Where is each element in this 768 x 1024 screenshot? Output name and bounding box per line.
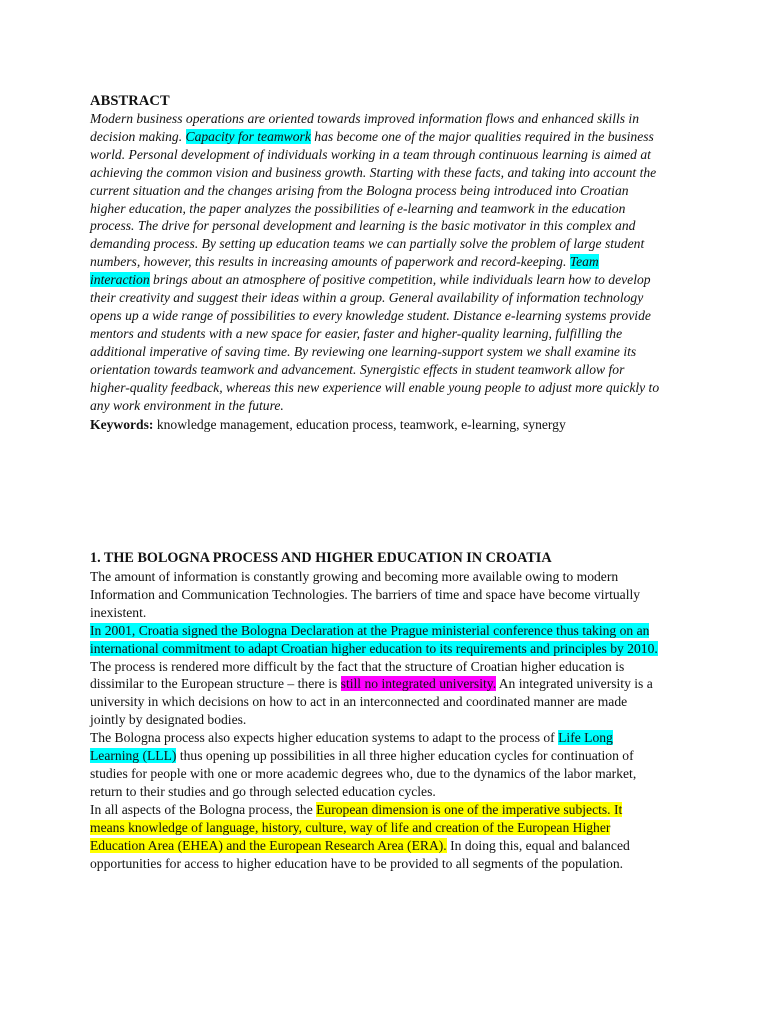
highlighted-text: Life Long Learning (LLL) [90,730,613,764]
highlighted-text: Team interaction [90,254,599,288]
text-segment: brings about an atmosphere of positive competition, while individuals learn how to develop their creativity and suggest their ideas within a group. General availability of information technology opens up a wide range of possibilities to every knowledge student. Distance e-learning systems provide mentors and students with a new space for easier, faster and higher-quality learning, fulfilling the additional imperative of saving time. By reviewing one learning-support system we shall examine its orientation towards teamwork and advancement. Synergistic effects in student teamwork allow for higher-quality feedback, whereas this new experience will enable young people to adjust more quickly to any work environment in the future. [90,272,660,413]
keywords-line [90,416,660,434]
text-segment: thus opening up possibilities in all three higher education cycles for continuation of studies for people with one or more academic degrees who, due to the dynamics of the labor market, return to their studies and go through selected education cycles. [90,748,637,799]
abstract-text [90,110,660,414]
paragraph [90,658,658,730]
paragraph [90,801,658,873]
text-segment: The amount of information is constantly growing and becoming more available owing to modern Information and Communication Technologies. The barriers of time and space have become virtually inexistent. [90,569,641,620]
text-segment: has become one of the major qualities required in the business world. Personal development of individuals working in a team through continuous learning is aimed at achieving the common vision and business growth. Starting with these facts, and taking into account the current situation and the changes arising from the Bologna process being introduced into Croatian higher education, the paper analyzes the possibilities of e-learning and teamwork in the education process. The drive for personal development and learning is the basic motivator in this complex and demanding process. By setting up education teams we can partially solve the problem of large student numbers, however, this results in increasing amounts of paperwork and record-keeping. [90,128,657,270]
paragraph [90,729,658,801]
text-segment: Modern business operations are oriented towards improved information flows and enhanced skills in decision making. [90,111,640,144]
paragraph [90,622,658,658]
keywords-label: Keywords: [90,417,154,433]
highlighted-text: In 2001, Croatia signed the Bologna Declaration at the Prague ministerial conference thus taking on an international commitment to adapt Croatian higher education to its requirements and principles by 2010. [90,622,658,656]
text-segment: An integrated university is a university in which decisions on how to act in an interconnected and coordinated manner are made jointly by designated bodies. [90,676,653,728]
text-segment: In doing this, equal and balanced opportunities for access to higher education have to be provided to all segments of the population. [90,837,630,871]
abstract-block [90,92,660,434]
text-segment: The process is rendered more difficult by the fact that the structure of Croatian higher education is dissimilar to the European structure – there is [90,658,625,692]
abstract-heading: ABSTRACT [90,93,170,109]
section-bologna-process [90,549,658,872]
text-segment: In all aspects of the Bologna process, the [90,801,317,817]
paragraph [90,568,658,622]
highlighted-text: still no integrated university. [340,676,497,692]
section-body [90,568,658,872]
section-title: 1. THE BOLOGNA PROCESS AND HIGHER EDUCATION IN CROATIA [90,550,552,566]
highlighted-text: Capacity for teamwork [185,128,311,144]
text-segment: The Bologna process also expects higher education systems to adapt to the process of [90,730,559,746]
keywords-text: knowledge management, education process, teamwork, e-learning, synergy [153,417,566,433]
highlighted-text: European dimension is one of the imperative subjects. It means knowledge of language, history, culture, way of life and creation of the European Higher Education Area (EHEA) and the European Research Area (ERA). [90,801,623,853]
